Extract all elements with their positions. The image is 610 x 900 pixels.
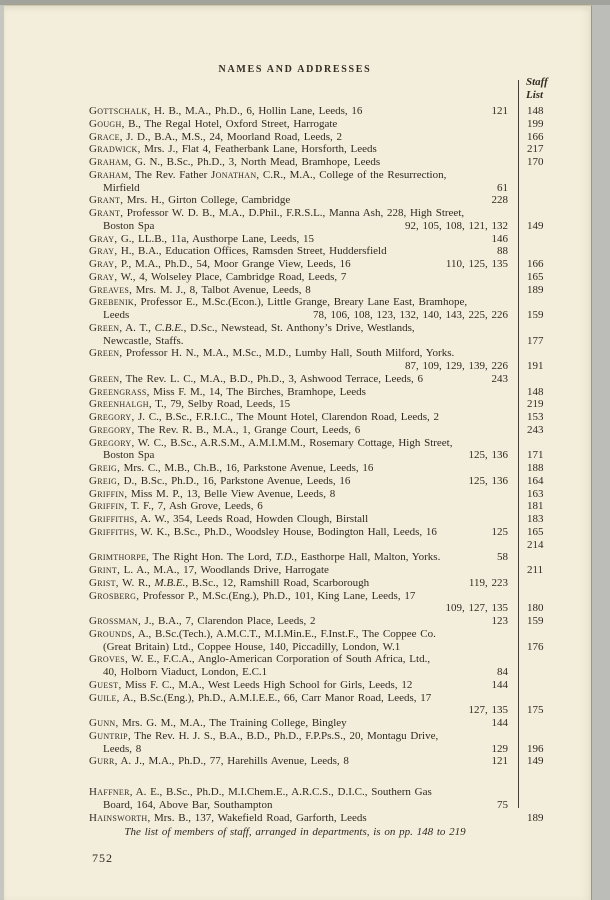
- entry-text: Gray, P., M.A., Ph.D., 54, Moor Grange View, Leeds, 16: [89, 258, 351, 270]
- entry-line: [89, 628, 546, 641]
- staff-list-ref: 176: [527, 640, 544, 653]
- entry-text: Boston Spa: [103, 219, 155, 232]
- page-refs: [500, 692, 508, 705]
- page-refs: 127, 135: [468, 704, 508, 717]
- page-refs: [500, 296, 508, 309]
- staff-list-ref: 164: [527, 474, 544, 487]
- entry-line: [89, 602, 546, 615]
- staff-list-ref: [508, 628, 546, 641]
- page-refs: 125: [491, 525, 508, 538]
- entry-line: [89, 386, 546, 399]
- entry-text: Grebenik, Professor E., M.Sc.(Econ.), Little Grange, Breary Lane East, Bramhope,: [89, 296, 468, 309]
- entry-line: [89, 118, 546, 131]
- page-refs: [500, 424, 508, 437]
- page-refs: [500, 335, 508, 348]
- entry-line: [89, 156, 546, 169]
- entry-text: Gray, G., LL.B., 11a, Austhorpe Lane, Leeds, 15: [89, 232, 314, 245]
- staff-list-ref: [508, 373, 546, 386]
- page-refs: 61: [497, 181, 508, 194]
- entry-text: Guile, A., B.Sc.(Eng.), Ph.D., A.M.I.E.E., 66, Carr Manor Road, Leeds, 17: [89, 691, 432, 704]
- page-refs: 146: [491, 232, 508, 245]
- page-refs: [500, 322, 508, 335]
- staff-list-ref: 181: [527, 500, 544, 513]
- entry-line: [89, 641, 546, 654]
- page-refs: [500, 628, 508, 641]
- page-refs: [500, 437, 508, 450]
- entry-line: [89, 500, 546, 513]
- entry-line: [89, 233, 546, 246]
- page-refs: 84: [497, 666, 508, 678]
- page-refs: 75: [497, 798, 508, 811]
- page-refs: 144: [491, 717, 508, 729]
- entry-text: Gough, B., The Regal Hotel, Oxford Street, Harrogate: [89, 117, 338, 130]
- page-refs: [500, 398, 508, 411]
- entry-text: Grossman, J., B.A., 7, Clarendon Place, Leeds, 2: [89, 615, 316, 627]
- page-refs: [500, 730, 508, 743]
- footer-note: The list of members of staff, arranged in departments, is on pp. 148 to 219: [124, 826, 466, 838]
- staff-list-ref: 170: [527, 156, 544, 168]
- staff-list-ref: 153: [527, 411, 544, 423]
- entry-text: Griffiths, A. W., 354, Leeds Road, Howden Clough, Birstall: [89, 513, 369, 525]
- staff-list-ref: 159: [527, 309, 544, 321]
- entry-text: Leeds: [103, 309, 130, 321]
- staff-list-ref: [508, 194, 546, 207]
- entry-line: [89, 513, 546, 526]
- entry-line: [89, 131, 546, 144]
- entry-text: 40, Holborn Viaduct, London, E.C.1: [103, 666, 268, 678]
- entry-line: [89, 284, 546, 297]
- staff-list-ref: [508, 730, 546, 743]
- entry-text: Greig, D., B.Sc., Ph.D., 16, Parkstone Avenue, Leeds, 16: [89, 474, 351, 487]
- entry-line: [89, 335, 546, 348]
- staff-list-ref: [508, 437, 546, 450]
- staff-list-ref: [508, 786, 546, 799]
- entry-line: [89, 755, 546, 768]
- staff-list-ref: 219: [527, 398, 544, 411]
- entry-text: Graham, G. N., B.Sc., Ph.D., 3, North Mead, Bramhope, Leeds: [89, 156, 381, 168]
- page-refs: 125, 136: [468, 474, 508, 487]
- entry-text: Newcastle, Staffs.: [103, 334, 184, 347]
- page-refs: [500, 462, 508, 475]
- page-refs: [500, 411, 508, 424]
- entry-text: Graham, The Rev. Father Jonathan, C.R., M.A., College of the Resurrection,: [89, 168, 447, 181]
- entry-line: [89, 488, 546, 501]
- entry-line: [89, 245, 546, 258]
- staff-list-ref: 189: [527, 283, 544, 296]
- staff-list-column-header: [526, 76, 548, 101]
- staff-list-ref: 175: [527, 704, 544, 717]
- page-refs: [500, 653, 508, 666]
- staff-list-ref: 217: [527, 143, 544, 156]
- entry-line: [89, 296, 546, 309]
- entry-text: Grounds, A., B.Sc.(Tech.), A.M.C.T., M.I.Min.E., F.Inst.F., The Coppee Co.: [89, 627, 436, 640]
- page-title: NAMES AND ADDRESSES: [218, 64, 372, 75]
- staff-list-ref: [508, 169, 546, 182]
- entry-line: [89, 437, 546, 450]
- page-refs: 78, 106, 108, 123, 132, 140, 143, 225, 226: [313, 309, 508, 321]
- entry-text: Green, Professor H. N., M.A., M.Sc., M.D., Lumby Hall, South Milford, Yorks.: [89, 347, 455, 360]
- entry-line: [89, 577, 546, 590]
- entry-text: Boston Spa: [103, 449, 155, 462]
- entry-text: (Great Britain) Ltd., Coppee House, 140, Piccadilly, London, W.1: [103, 640, 401, 653]
- entry-text: Gurr, A. J., M.A., Ph.D., 77, Harehills Avenue, Leeds, 8: [89, 755, 349, 768]
- entry-text: Greaves, Mrs. M. J., 8, Talbot Avenue, Leeds, 8: [89, 283, 311, 296]
- entry-line: [89, 786, 546, 799]
- page-refs: [500, 500, 508, 513]
- page-refs: [500, 786, 508, 799]
- page-refs: [500, 488, 508, 501]
- entry-text: Leeds, 8: [103, 742, 142, 755]
- entry-text: Gregory, W. C., B.Sc., A.R.S.M., A.M.I.M.M., Rosemary Cottage, High Street,: [89, 436, 453, 449]
- staff-list-ref: 171: [527, 449, 544, 462]
- page-refs: 125, 136: [468, 449, 508, 462]
- entry-line: [89, 539, 546, 552]
- staff-list-ref: 166: [527, 130, 544, 143]
- entry-text: Gregory, J. C., B.Sc., F.R.I.C., The Mount Hotel, Clarendon Road, Leeds, 2: [89, 411, 440, 423]
- staff-list-ref: [508, 245, 546, 258]
- page-refs: 87, 109, 129, 139, 226: [405, 360, 508, 372]
- staff-list-ref: [508, 207, 546, 220]
- page-refs: 144: [491, 678, 508, 691]
- staff-list-ref: [508, 666, 546, 679]
- entry-line: [89, 271, 546, 284]
- entry-text: Griffiths, W. K., B.Sc., Ph.D., Woodsley House, Bodington Hall, Leeds, 16: [89, 525, 437, 538]
- page-refs: [500, 347, 508, 360]
- staff-list-ref: 148: [527, 385, 544, 398]
- page-refs: [500, 169, 508, 182]
- entry-line: [89, 360, 546, 373]
- entry-text: Haffner, A. E., B.Sc., Ph.D., M.I.Chem.E., A.R.C.S., D.I.C., Southern Gas: [89, 786, 432, 798]
- entry-text: Mirfield: [103, 181, 140, 194]
- entry-line: [89, 679, 546, 692]
- entry-line: [89, 666, 546, 679]
- staff-list-ref: [508, 717, 546, 730]
- page-refs: 88: [497, 245, 508, 258]
- entry-line: [89, 373, 546, 386]
- page-refs: 92, 105, 108, 121, 132: [405, 219, 508, 232]
- entry-line: [89, 462, 546, 475]
- entry-text: [89, 360, 103, 373]
- entry-line: [89, 398, 546, 411]
- entry-line: [89, 615, 546, 628]
- entry-text: Gradwick, Mrs. J., Flat 4, Featherbank Lane, Horsforth, Leeds: [89, 143, 377, 156]
- entry-text: Grant, Mrs. H., Girton College, Cambridge: [89, 194, 291, 207]
- entry-line: [89, 717, 546, 730]
- entry-text: Grosberg, Professor P., M.Sc.(Eng.), Ph.D., 101, King Lane, Leeds, 17: [89, 589, 416, 602]
- entry-text: Grimthorpe, The Right Hon. The Lord, T.D., Easthorpe Hall, Malton, Yorks.: [89, 551, 441, 564]
- entry-text: Greengrass, Miss F. M., 14, The Birches, Bramhope, Leeds: [89, 385, 366, 398]
- staff-list-ref: 191: [527, 360, 544, 372]
- entry-line: [89, 105, 546, 118]
- page-refs: [500, 386, 508, 399]
- page-refs: [500, 539, 508, 552]
- staff-list-ref: 214: [527, 538, 544, 551]
- entry-line: [89, 743, 546, 756]
- page-refs: 129: [491, 742, 508, 755]
- entry-text: Grist, W. R., M.B.E., B.Sc., 12, Ramshill Road, Scarborough: [89, 576, 370, 589]
- entry-text: Gottschalk, H. B., M.A., Ph.D., 6, Hollin Lane, Leeds, 16: [89, 105, 363, 117]
- staff-list-ref: [508, 590, 546, 603]
- staff-list-ref: [508, 296, 546, 309]
- staff-list-ref: [508, 692, 546, 705]
- staff-list-ref: 177: [527, 334, 544, 347]
- staff-list-header-line2: List: [526, 88, 544, 101]
- page-refs: [500, 143, 508, 156]
- page-refs: 243: [491, 372, 508, 385]
- entry-text: Greig, Mrs. C., M.B., Ch.B., 16, Parkstone Avenue, Leeds, 16: [89, 462, 374, 474]
- page-refs: 228: [491, 194, 508, 207]
- staff-list-ref: 183: [527, 513, 544, 525]
- staff-list-ref: 196: [527, 742, 544, 755]
- entry-line: [89, 207, 546, 220]
- entry-line: [89, 653, 546, 666]
- entry-line: [89, 526, 546, 539]
- entry-text: Grant, Professor W. D. B., M.A., D.Phil., F.R.S.L., Manna Ash, 228, High Street,: [89, 207, 465, 219]
- entry-text: Green, The Rev. L. C., M.A., B.D., Ph.D., 3, Ashwood Terrace, Leeds, 6: [89, 372, 424, 385]
- staff-list-ref: [508, 799, 546, 812]
- entry-text: Grint, L. A., M.A., 17, Woodlands Drive, Harrogate: [89, 564, 329, 576]
- staff-list-ref: 188: [527, 462, 544, 474]
- staff-list-ref: [508, 182, 546, 195]
- staff-list-ref: 165: [527, 270, 544, 283]
- entry-text: Board, 164, Above Bar, Southampton: [103, 798, 273, 811]
- staff-list-ref: [508, 347, 546, 360]
- page-refs: 123: [491, 615, 508, 627]
- entry-line: [89, 169, 546, 182]
- page-refs: [500, 156, 508, 169]
- page-refs: 109, 127, 135: [445, 602, 508, 615]
- entry-line: [89, 220, 546, 233]
- page-refs: 121: [491, 105, 508, 117]
- entry-line: [89, 799, 546, 812]
- staff-list-ref: 180: [527, 602, 544, 615]
- staff-list-ref: 189: [527, 811, 544, 824]
- entry-text: [89, 704, 103, 717]
- staff-list-ref: 199: [527, 117, 544, 130]
- staff-list-ref: 149: [527, 219, 544, 232]
- staff-list-ref: 166: [527, 258, 544, 270]
- staff-list-ref: 243: [527, 423, 544, 436]
- page-number: 752: [92, 851, 113, 865]
- entry-line: [89, 704, 546, 717]
- entry-line: [89, 143, 546, 156]
- staff-list-ref: 163: [527, 487, 544, 500]
- staff-list-ref: [508, 577, 546, 590]
- staff-list-header-line1: Staff: [526, 76, 548, 88]
- page-refs: [500, 590, 508, 603]
- entry-line: [89, 424, 546, 437]
- staff-list-ref: 148: [527, 105, 544, 117]
- staff-list-ref: [508, 679, 546, 692]
- entry-line: [89, 551, 546, 564]
- page-refs: [500, 271, 508, 284]
- staff-list-ref: 211: [527, 564, 544, 576]
- entry-line: [89, 258, 546, 271]
- entry-text: Gray, W., 4, Wolseley Place, Cambridge Road, Leeds, 7: [89, 270, 347, 283]
- entry-text: [89, 602, 103, 615]
- entry-text: Green, A. T., C.B.E., D.Sc., Newstead, St. Anthony’s Drive, Westlands,: [89, 321, 415, 334]
- entry-line: [89, 347, 546, 360]
- entries: [89, 105, 546, 824]
- entry-text: Guest, Miss F. C., M.A., West Leeds High School for Girls, Leeds, 12: [89, 678, 413, 691]
- page-refs: 58: [497, 551, 508, 564]
- entry-line: [89, 475, 546, 488]
- page-refs: [500, 207, 508, 220]
- staff-list-ref: [508, 233, 546, 246]
- entry-line: [89, 730, 546, 743]
- entry-text: Gunn, Mrs. G. M., M.A., The Training College, Bingley: [89, 717, 347, 729]
- entry-text: Greenhalgh, T., 79, Selby Road, Leeds, 15: [89, 398, 291, 411]
- page-refs: [500, 812, 508, 825]
- entry-text: Hainsworth, Mrs. B., 137, Wakefield Road, Garforth, Leeds: [89, 811, 367, 824]
- entry-line: [89, 309, 546, 322]
- staff-list-ref: 159: [527, 615, 544, 627]
- entry-text: Gregory, The Rev. R. B., M.A., 1, Grange Court, Leeds, 6: [89, 423, 361, 436]
- page-refs: 110, 125, 135: [445, 258, 508, 270]
- page-refs: [500, 564, 508, 577]
- staff-list-ref: [508, 322, 546, 335]
- page-refs: [500, 641, 508, 654]
- entry-text: Grace, J. D., B.A., M.S., 24, Moorland Road, Leeds, 2: [89, 130, 343, 143]
- entry-line: [89, 449, 546, 462]
- page-refs: [500, 513, 508, 526]
- entry-line: [89, 194, 546, 207]
- entry-line: [89, 411, 546, 424]
- page-refs: 119, 223: [468, 576, 508, 589]
- entry-text: Gray, H., B.A., Education Offices, Ramsden Street, Huddersfield: [89, 245, 387, 258]
- page-refs: [500, 131, 508, 144]
- entry-text: Guntrip, The Rev. H. J. S., B.A., B.D., Ph.D., F.P.Ps.S., 20, Montagu Drive,: [89, 729, 439, 742]
- page-refs: [500, 284, 508, 297]
- entry-text: Groves, W. E., F.C.A., Anglo-American Corporation of South Africa, Ltd.,: [89, 653, 431, 666]
- staff-list-ref: [508, 653, 546, 666]
- staff-list-ref: 165: [527, 525, 544, 538]
- entry-line: [89, 692, 546, 705]
- staff-list-ref: 149: [527, 755, 544, 768]
- entry-line: [89, 322, 546, 335]
- entry-line: [89, 590, 546, 603]
- page-refs: 121: [491, 755, 508, 768]
- entry-text: Griffin, T. F., 7, Ash Grove, Leeds, 6: [89, 500, 263, 513]
- staff-list-ref: [508, 551, 546, 564]
- entry-text: Griffin, Miss M. P., 13, Belle View Avenue, Leeds, 8: [89, 487, 336, 500]
- page-refs: [500, 118, 508, 131]
- entry-line: [89, 182, 546, 195]
- entry-line: [89, 564, 546, 577]
- entry-line: [89, 812, 546, 825]
